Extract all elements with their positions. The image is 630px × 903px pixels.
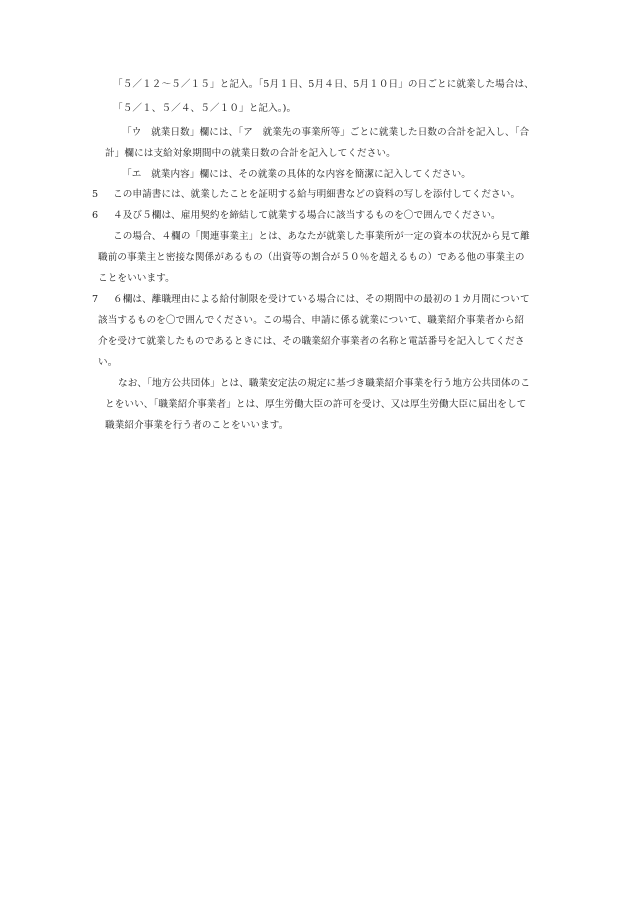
item6-line-3: 職前の事業主と密接な関係があるもの（出資等の割合が５０％を超えるもの）である他の事業主の xyxy=(98,252,525,263)
item4-u-line-2: 計」欄には支給対象期間中の就業日数の合計を記入してください。 xyxy=(105,148,396,159)
item7-line-3: 介を受けて就業したものであるときには、その職業紹介事業者の名称と電話番号を記入してくださ xyxy=(98,336,525,347)
item6-line-4: ことをいいます。 xyxy=(98,273,175,284)
item6-line-2: この場合、４欄の「関連事業主」とは、あなたが就業した事業所が一定の資本の状況から見て離 xyxy=(113,231,530,242)
item5-text: この申請書には、就業したことを証明する給与明細書などの資料の写しを添付してください。 xyxy=(113,189,521,200)
item7-line-5: なお、「地方公共団体」とは、職業安定法の規定に基づき職業紹介事業を行う地方公共団体のこ xyxy=(118,378,531,389)
item7-line-4: い。 xyxy=(98,357,118,368)
item5-number: 5 xyxy=(92,189,99,200)
item7-line-2: 該当するものを〇で囲んでください。この場合、申請に係る就業について、職業紹介事業者から紹 xyxy=(98,315,525,326)
item4-cont-line-1: 「５／１２～５／１５」と記入。「5月１日、5月４日、5月１０日」の日ごとに就業した場合は、 xyxy=(113,79,534,90)
item4-cont-line-2: 「５／１、５／４、５／１０」と記入。)。 xyxy=(113,103,297,114)
item7-number: 7 xyxy=(92,294,99,305)
item4-u-line-1: 「ウ 就業日数」欄には、「ア 就業先の事業所等」ごとに就業した日数の合計を記入し、「合 xyxy=(122,127,530,138)
item7-line-7: 職業紹介事業を行う者のことをいいます。 xyxy=(105,420,289,431)
item7-line-1: ６欄は、離職理由による給付制限を受けている場合には、その期間中の最初の１カ月間について xyxy=(113,294,530,305)
item6-line-1: ４及び５欄は、雇用契約を締結して就業する場合に該当するものを〇で囲んでください。 xyxy=(113,210,501,221)
item4-e-line-1: 「エ 就業内容」欄には、その就業の具体的な内容を簡潔に記入してください。 xyxy=(122,169,471,180)
item6-number: 6 xyxy=(92,210,99,221)
item7-line-6: とをいい、「職業紹介事業者」とは、厚生労働大臣の許可を受け、又は厚生労働大臣に届出をして xyxy=(105,399,527,410)
